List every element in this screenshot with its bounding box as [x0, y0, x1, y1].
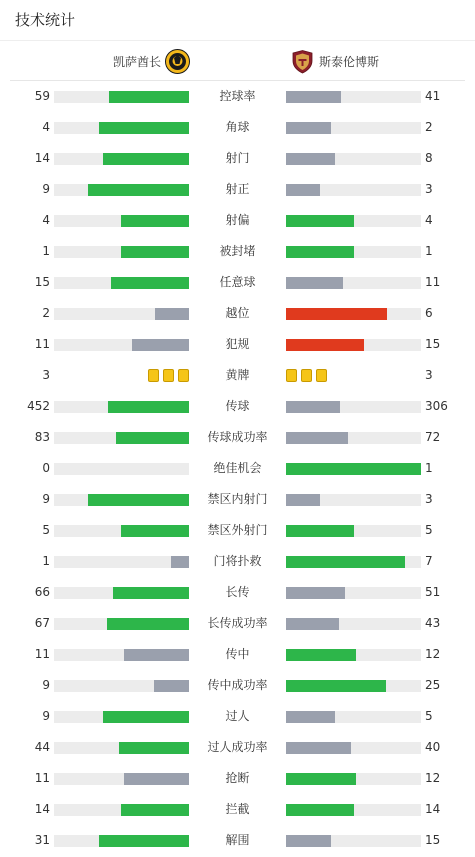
- stat-row: [0, 298, 475, 329]
- home-stat-bar-track: [54, 308, 189, 320]
- stat-label: 拦截: [225, 802, 250, 816]
- stats-list: [0, 81, 475, 856]
- home-stat-bar-fill: [154, 680, 189, 692]
- away-stat-bar-fill: [286, 215, 354, 227]
- stat-row: [0, 732, 475, 763]
- home-stat-value: 67: [34, 616, 50, 630]
- stat-label: 长传: [225, 585, 250, 599]
- away-stat-bar-track: [286, 680, 421, 692]
- home-stat-bar-fill: [121, 215, 189, 227]
- home-stat-bar-track: [54, 153, 189, 165]
- home-stat-bar-fill: [108, 401, 189, 413]
- stat-label: 过人成功率: [207, 740, 268, 754]
- home-yellow-cards: [148, 369, 189, 382]
- home-stat-bar-fill: [109, 91, 189, 103]
- yellow-card-icon: [148, 369, 159, 382]
- yellow-card-icon: [163, 369, 174, 382]
- stat-row: [0, 267, 475, 298]
- home-stat-value: 11: [34, 647, 50, 661]
- stat-label: 传中: [225, 647, 250, 661]
- home-stat-value: 11: [34, 337, 50, 351]
- home-stat-bar-track: [54, 277, 189, 289]
- away-stat-bar-fill: [286, 339, 364, 351]
- stat-label: 射偏: [225, 213, 250, 227]
- stat-label: 传球成功率: [207, 430, 268, 444]
- away-stat-value: 41: [425, 89, 441, 103]
- away-stat-value: 12: [425, 771, 441, 785]
- away-stat-value: 40: [425, 740, 441, 754]
- away-stat-bar-track: [286, 711, 421, 723]
- stat-label: 禁区内射门: [207, 492, 268, 506]
- away-stat-value: 8: [425, 151, 433, 165]
- away-stat-value: 25: [425, 678, 441, 692]
- yellow-card-icon: [316, 369, 327, 382]
- home-stat-bar-track: [54, 587, 189, 599]
- home-stat-bar-track: [54, 742, 189, 754]
- away-stat-bar-fill: [286, 556, 405, 568]
- away-stat-bar-track: [286, 308, 421, 320]
- stat-row: [0, 701, 475, 732]
- away-stat-bar-track: [286, 556, 421, 568]
- stat-row: [0, 143, 475, 174]
- home-stat-value: 1: [42, 244, 50, 258]
- away-stat-value: 15: [425, 337, 441, 351]
- away-stat-value: 5: [425, 523, 433, 537]
- home-stat-bar-track: [54, 835, 189, 847]
- home-stat-value: 14: [34, 802, 50, 816]
- stat-label: 射门: [225, 151, 250, 165]
- away-stat-bar-track: [286, 246, 421, 258]
- away-stat-bar-fill: [286, 587, 345, 599]
- away-stat-bar-track: [286, 339, 421, 351]
- team-header: [10, 41, 465, 81]
- home-stat-value: 0: [42, 461, 50, 475]
- stat-row: [0, 763, 475, 794]
- away-stat-bar-track: [286, 91, 421, 103]
- home-stat-bar-track: [54, 494, 189, 506]
- home-stat-value: 9: [42, 709, 50, 723]
- away-stat-bar-track: [286, 618, 421, 630]
- stat-row: [0, 453, 475, 484]
- home-stat-value: 5: [42, 523, 50, 537]
- home-stat-bar-fill: [99, 122, 189, 134]
- away-stat-value: 7: [425, 554, 433, 568]
- away-stat-value: 4: [425, 213, 433, 227]
- stat-label: 解围: [225, 833, 250, 847]
- away-team-name: 斯泰伦博斯: [319, 54, 380, 69]
- away-stat-bar-fill: [286, 432, 348, 444]
- away-stat-bar-track: [286, 804, 421, 816]
- stat-row: [0, 577, 475, 608]
- stat-label: 任意球: [219, 275, 256, 289]
- stat-label: 越位: [225, 306, 250, 320]
- home-stat-value: 44: [34, 740, 50, 754]
- home-stat-bar-fill: [124, 649, 189, 661]
- home-stat-value: 31: [34, 833, 50, 847]
- home-stat-bar-fill: [116, 432, 189, 444]
- stat-label: 传中成功率: [207, 678, 268, 692]
- home-stat-bar-fill: [132, 339, 189, 351]
- home-stat-bar-track: [54, 773, 189, 785]
- home-stat-bar-fill: [121, 525, 189, 537]
- home-stat-bar-fill: [121, 804, 189, 816]
- away-stat-value: 11: [425, 275, 441, 289]
- stat-label: 射正: [225, 182, 250, 196]
- home-stat-value: 11: [34, 771, 50, 785]
- home-stat-bar-track: [54, 184, 189, 196]
- home-stat-bar-fill: [99, 835, 189, 847]
- away-stat-bar-track: [286, 184, 421, 196]
- home-stat-value: 59: [34, 89, 50, 103]
- away-stat-bar-track: [286, 742, 421, 754]
- away-stat-value: 1: [425, 461, 433, 475]
- away-stat-bar-fill: [286, 308, 387, 320]
- stellenbosch-logo-icon: [290, 49, 315, 74]
- stat-row: [0, 81, 475, 112]
- away-stat-bar-track: [286, 587, 421, 599]
- away-stat-bar-track: [286, 153, 421, 165]
- stat-label: 犯规: [225, 337, 250, 351]
- home-stat-bar-track: [54, 711, 189, 723]
- kaizer-chiefs-logo-icon: [165, 49, 190, 74]
- home-stat-bar-track: [54, 339, 189, 351]
- away-stat-bar-fill: [286, 804, 354, 816]
- home-stat-value: 452: [27, 399, 50, 413]
- home-stat-bar-fill: [119, 742, 189, 754]
- stat-row: [0, 329, 475, 360]
- stat-row: [0, 360, 475, 391]
- yellow-card-icon: [178, 369, 189, 382]
- stat-label: 长传成功率: [207, 616, 268, 630]
- stat-row: [0, 484, 475, 515]
- home-stat-bar-fill: [111, 277, 189, 289]
- home-stat-bar-track: [54, 215, 189, 227]
- stat-row: [0, 515, 475, 546]
- stat-label: 被封堵: [219, 244, 256, 258]
- home-team-name: 凯萨酋长: [112, 54, 161, 69]
- home-stat-value: 83: [34, 430, 50, 444]
- home-stat-bar-track: [54, 556, 189, 568]
- stat-row: [0, 205, 475, 236]
- page-title: 技术统计: [15, 11, 76, 29]
- away-stat-value: 306: [425, 399, 448, 413]
- away-stat-bar-track: [286, 463, 421, 475]
- home-stat-bar-fill: [103, 153, 189, 165]
- away-stat-bar-track: [286, 432, 421, 444]
- away-stat-bar-fill: [286, 91, 341, 103]
- home-stat-bar-track: [54, 91, 189, 103]
- stat-label: 禁区外射门: [207, 523, 268, 537]
- away-team[interactable]: [290, 41, 379, 81]
- home-stat-bar-track: [54, 525, 189, 537]
- away-stat-bar-track: [286, 277, 421, 289]
- away-stat-bar-track: [286, 525, 421, 537]
- home-stat-bar-track: [54, 122, 189, 134]
- away-stat-bar-fill: [286, 773, 356, 785]
- stat-row: [0, 174, 475, 205]
- home-stat-bar-track: [54, 618, 189, 630]
- away-stat-value: 2: [425, 120, 433, 134]
- home-stat-bar-fill: [103, 711, 189, 723]
- away-stat-bar-fill: [286, 525, 354, 537]
- away-stat-bar-track: [286, 401, 421, 413]
- stat-label: 过人: [225, 709, 250, 723]
- away-stat-bar-track: [286, 494, 421, 506]
- home-stat-bar-fill: [124, 773, 189, 785]
- home-stat-value: 2: [42, 306, 50, 320]
- away-stat-value: 6: [425, 306, 433, 320]
- away-stat-bar-fill: [286, 463, 421, 475]
- home-stat-bar-track: [54, 804, 189, 816]
- home-stat-value: 66: [34, 585, 50, 599]
- home-stat-bar-track: [54, 463, 189, 475]
- home-stat-bar-fill: [121, 246, 189, 258]
- stat-row: [0, 112, 475, 143]
- stat-row: [0, 236, 475, 267]
- away-stat-value: 3: [425, 368, 433, 382]
- away-stat-value: 51: [425, 585, 441, 599]
- away-stat-bar-fill: [286, 711, 335, 723]
- away-stat-bar-track: [286, 122, 421, 134]
- away-stat-bar-track: [286, 215, 421, 227]
- home-stat-bar-fill: [113, 587, 189, 599]
- away-stat-value: 5: [425, 709, 433, 723]
- away-stat-value: 3: [425, 182, 433, 196]
- home-stat-bar-fill: [88, 494, 189, 506]
- yellow-card-icon: [286, 369, 297, 382]
- stat-label: 角球: [225, 120, 250, 134]
- stat-row: [0, 825, 475, 856]
- stat-row: [0, 608, 475, 639]
- home-stat-bar-track: [54, 401, 189, 413]
- home-team[interactable]: [113, 41, 190, 81]
- home-stat-bar-fill: [155, 308, 189, 320]
- away-stat-bar-fill: [286, 835, 331, 847]
- home-stat-bar-track: [54, 432, 189, 444]
- stat-label: 传球: [225, 399, 250, 413]
- home-stat-bar-fill: [171, 556, 189, 568]
- away-stat-bar-track: [286, 835, 421, 847]
- stat-label: 绝佳机会: [213, 461, 262, 475]
- stat-label: 黄牌: [225, 368, 250, 382]
- home-stat-bar-track: [54, 680, 189, 692]
- home-stat-bar-fill: [107, 618, 189, 630]
- stat-label: 抢断: [225, 771, 250, 785]
- home-stat-value: 4: [42, 213, 50, 227]
- away-stat-bar-track: [286, 773, 421, 785]
- stat-row: [0, 794, 475, 825]
- stat-row: [0, 422, 475, 453]
- home-stat-value: 4: [42, 120, 50, 134]
- away-stat-bar-fill: [286, 618, 339, 630]
- away-stat-value: 14: [425, 802, 441, 816]
- stat-row: [0, 391, 475, 422]
- stat-row: [0, 639, 475, 670]
- away-stat-value: 1: [425, 244, 433, 258]
- home-stat-value: 1: [42, 554, 50, 568]
- home-stat-value: 15: [34, 275, 50, 289]
- away-stat-bar-fill: [286, 122, 331, 134]
- home-stat-bar-fill: [88, 184, 189, 196]
- away-stat-value: 3: [425, 492, 433, 506]
- home-stat-value: 9: [42, 182, 50, 196]
- away-stat-bar-fill: [286, 742, 351, 754]
- away-stat-value: 43: [425, 616, 441, 630]
- home-stat-value: 9: [42, 678, 50, 692]
- home-stat-value: 3: [42, 368, 50, 382]
- away-stat-bar-fill: [286, 494, 320, 506]
- away-stat-bar-track: [286, 649, 421, 661]
- away-stat-bar-fill: [286, 184, 320, 196]
- yellow-card-icon: [301, 369, 312, 382]
- home-stat-bar-track: [54, 246, 189, 258]
- home-stat-value: 9: [42, 492, 50, 506]
- away-stat-bar-fill: [286, 277, 343, 289]
- away-stat-bar-fill: [286, 649, 356, 661]
- stat-label: 门将扑救: [213, 554, 262, 568]
- away-stat-bar-fill: [286, 401, 340, 413]
- stat-row: [0, 546, 475, 577]
- away-stat-bar-fill: [286, 153, 335, 165]
- away-stat-value: 15: [425, 833, 441, 847]
- away-stat-bar-fill: [286, 680, 386, 692]
- away-stat-value: 12: [425, 647, 441, 661]
- away-stat-bar-fill: [286, 246, 354, 258]
- away-stat-value: 72: [425, 430, 441, 444]
- home-stat-bar-track: [54, 649, 189, 661]
- home-stat-value: 14: [34, 151, 50, 165]
- stat-row: [0, 670, 475, 701]
- away-yellow-cards: [286, 369, 327, 382]
- stat-label: 控球率: [219, 89, 256, 103]
